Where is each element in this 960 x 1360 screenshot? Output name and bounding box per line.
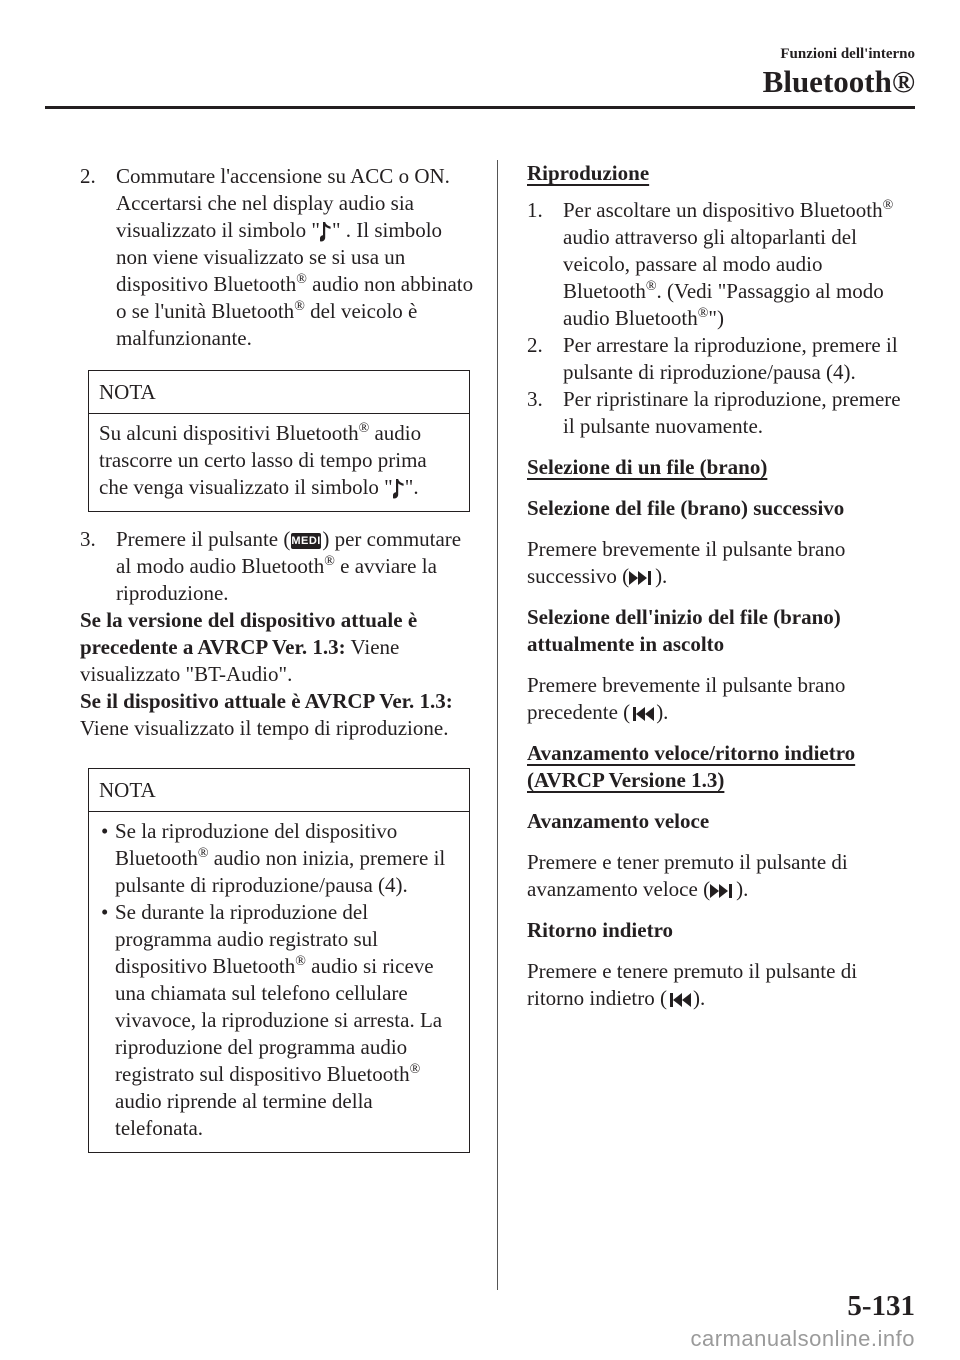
step-number: 3. [80,527,96,551]
header-divider [45,106,915,109]
rewind-text: Premere e tenere premuto il pulsante di ritorno indietro ( ). [527,959,858,1010]
subheading-next-track: Selezione del file (brano) successivo [527,496,845,520]
registered-mark: ® [882,198,894,213]
fast-forward-text: Premere e tener premuto il pulsante di avanzamento veloce ( ). [527,850,848,901]
right-column [527,160,917,1012]
step-3: 3. Per ripristinare la riproduzione, premere il pulsante nuovamente. [527,387,901,438]
heading-file-selection: Selezione di un file (brano) [527,455,768,479]
version-note-old: Se la versione del dispositivo attuale è precedente a AVRCP Ver. 1.3: Viene visualizzato "BT-Audio". [80,608,418,686]
note-box [88,370,470,512]
subheading-fast-forward: Avanzamento veloce [527,809,710,833]
column-divider [497,160,498,1290]
watermark: carmanualsonline.info [690,1326,915,1351]
registered-mark: ® [324,554,335,569]
note-bullet: • Se la riproduzione del dispositivo Bluetooth® audio non inizia, premere il pulsante di riproduzione/pausa (4). [101,819,446,897]
note-box [88,768,470,1153]
heading-fast-forward-rewind: Avanzamento veloce/ritorno indietro (AVRCP Versione 1.3) [527,741,856,792]
note-body [89,812,469,1152]
step-1: 1. Per ascoltare un dispositivo Bluetooth® audio attraverso gli altoparlanti del veicolo, passare al modo audio Bluetooth®. (Vedi "Passaggio al modo audio Bluetooth®") [527,198,894,330]
music-note-icon [393,479,405,499]
page-title: Bluetooth® [762,64,915,99]
left-column [80,163,475,1153]
step-number: 2. [80,164,96,188]
rewind-icon [667,992,693,1008]
step-3 [80,526,475,607]
next-track-icon [629,570,655,586]
page-number: 5-131 [847,1290,915,1322]
note-bullet: • Se durante la riproduzione del programma audio registrato sul dispositivo Bluetooth® audio si riceve una chiamata sul telefono cellulare vivavoce, la riproduzione si arresta. La riproduzione del programma audio registrato sul dispositivo Bluetooth® audio riprende al termine della telefonata. [101,900,443,1140]
music-note-icon [320,222,332,242]
fast-forward-icon [710,883,736,899]
subheading-rewind: Ritorno indietro [527,918,674,942]
previous-track-text: Premere brevemente il pulsante brano precedente ( ). [527,673,846,724]
step-2 [80,163,475,352]
registered-mark: ® [296,272,307,287]
version-note-new: Se il dispositivo attuale è AVRCP Ver. 1.3: Viene visualizzato il tempo di riproduzione. [80,689,453,740]
step-text: Accertarsi che nel display audio sia visualizzato il simbolo " " . Il simbolo non viene visualizzato se si usa un dispositivo Bluetooth® audio non abbinato o se l'unità Bluetooth® del veicolo è malfunzionante. [116,191,474,350]
step-2: 2. Per arrestare la riproduzione, premere il pulsante di riproduzione/pausa (4). [527,333,898,384]
registered-mark: ® [295,954,306,969]
section-title: Funzioni dell'interno [780,46,915,62]
registered-mark: ® [197,846,209,861]
step-text: Commutare l'accensione su ACC o ON. [116,164,450,188]
registered-mark: ® [409,1062,421,1077]
registered-mark: ® [645,279,657,294]
registered-mark: ® [358,421,370,436]
note-body: Su alcuni dispositivi Bluetooth® audio trascorre un certo lasso di tempo prima che venga visualizzato il simbolo " ". [99,421,427,499]
previous-track-icon [630,706,656,722]
next-track-text: Premere brevemente il pulsante brano successivo ( ). [527,537,846,588]
step-text: Premere il pulsante (MEDIA) per commutare al modo audio Bluetooth® e avviare la riproduzione. [116,527,462,605]
note-heading: NOTA [89,769,469,812]
media-button-icon: MEDIA [291,535,330,548]
registered-mark: ® [697,306,709,321]
note-heading: NOTA [89,371,469,414]
registered-mark: ® [294,299,305,314]
heading-playback: Riproduzione [527,161,650,185]
subheading-current-track-start: Selezione dell'inizio del file (brano) attualmente in ascolto [527,605,841,656]
